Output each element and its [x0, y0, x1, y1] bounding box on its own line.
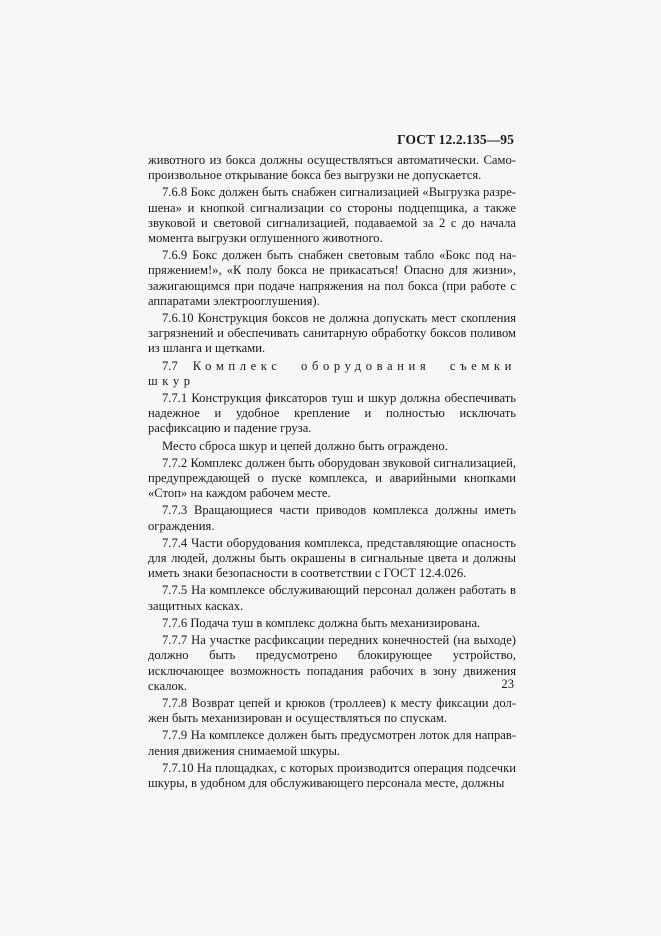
paragraph: 7.7.2 Комплекс должен быть оборудован звуковой сигнализацией, предупреждающей о пуске комплекса, и аварийными кнопками «Стоп» на каждом рабочем месте.	[148, 455, 516, 501]
paragraph: Место сброса шкур и цепей должно быть ограждено.	[162, 438, 448, 453]
paragraph: 7.7.8 Возврат цепей и крюков (троллеев) к месту фиксации должен быть механизирован и осуществляться по спускам.	[148, 695, 516, 726]
document-header: ГОСТ 12.2.135—95	[397, 132, 514, 147]
section-number: 7.7	[162, 358, 178, 373]
paragraph: 7.7.7 На участке расфиксации передних конечностей (на выходе) должно быть предусмотрено блокирующее устройство, исключающее возможность попадания рабочих в зону движения скалок.	[148, 633, 516, 693]
paragraph: 7.6.9 Бокс должен быть снабжен световым табло «Бокс под напряжением!», «К полу бокса не прикасаться! Опасно для жизни», зажигающимся при подаче напряжения на пол бокса (при работе с аппаратами электрооглушения).	[148, 248, 516, 308]
paragraph: 7.6.10 Конструкция боксов не должна допускать мест скопления загрязнений и обеспечивать санитарную обработку боксов поливом из шланга и щетками.	[148, 311, 516, 356]
document-body	[148, 153, 516, 791]
paragraph: 7.7.10 На площадках, с которых производится операция подсечки шкуры, в удобном для обслуживающего персонала месте, должны	[148, 760, 516, 790]
paragraph: 7.7.5 На комплексе обслуживающий персонал должен работать в защитных касках.	[148, 583, 516, 613]
paragraph: 7.7.1 Конструкция фиксаторов туш и шкур должна обеспечивать надежное и удобное крепление и полностью исключать расфиксацию и падение груза.	[148, 391, 516, 436]
paragraph: 7.7.4 Части оборудования комплекса, представляющие опасность для людей, должны быть окрашены в сигнальные цвета и должны иметь знаки безопасности в соответствии с ГОСТ 12.4.026.	[148, 535, 516, 581]
paragraph: 7.7.3 Вращающиеся части приводов комплекса должны иметь ограждения.	[148, 503, 516, 533]
paragraph: 7.7.9 На комплексе должен быть предусмотрен лоток для направления движения снимаемой шкуры.	[148, 728, 516, 758]
page-number: 23	[501, 677, 514, 691]
paragraph: 7.6.8 Бокс должен быть снабжен сигнализацией «Выгрузка разрешена» и кнопкой сигнализации со стороны подцепщика, а также звуковой и световой сигнализацией, подаваемой за 2 с до начала момента выгрузки оглушенного животного.	[148, 185, 516, 246]
section-heading: Комплекс оборудования съемки шкур	[148, 358, 516, 388]
section-title	[148, 359, 516, 389]
paragraph: животного из бокса должны осуществляться автоматически. Самопроизвольное открывание бокса без выгрузки не допускается.	[148, 153, 516, 183]
paragraph: 7.7.6 Подача туш в комплекс должна быть механизирована.	[162, 615, 481, 630]
